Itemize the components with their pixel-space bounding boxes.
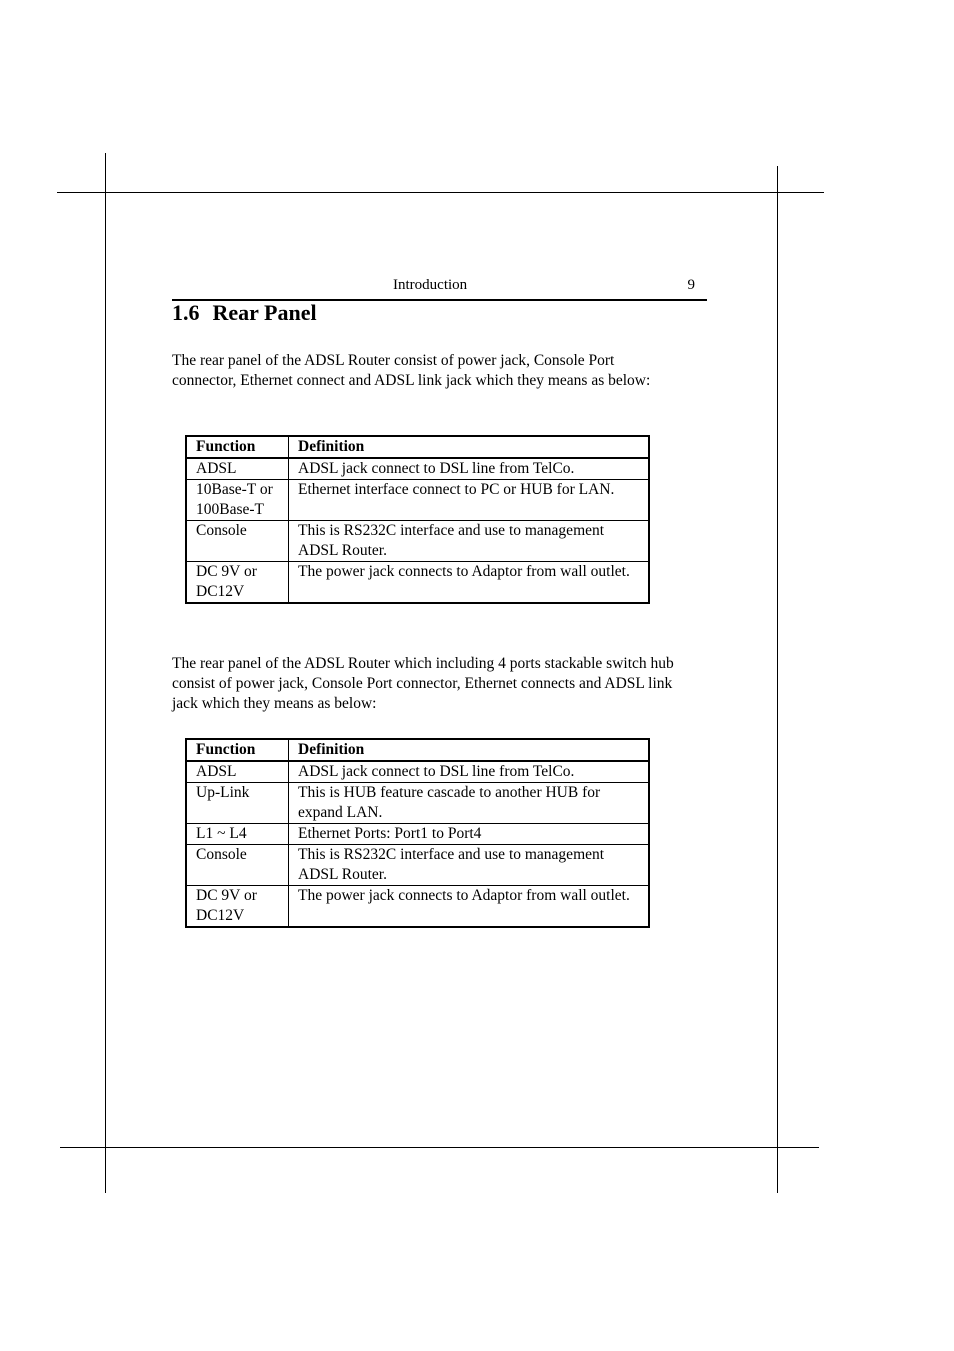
definition-cell: ADSL jack connect to DSL line from TelCo. [289,458,650,480]
intro-paragraph-1: The rear panel of the ADSL Router consist of power jack, Console Port connector, Ethernet connect and ADSL link jack which they means as below: [172,352,651,389]
section-heading [172,300,317,326]
definition-cell: This is RS232C interface and use to management ADSL Router. [289,521,650,562]
rear-panel-table-1 [185,435,650,604]
section-number: 1.6 [172,300,200,325]
table-row [186,480,649,521]
definition-cell: This is RS232C interface and use to management ADSL Router. [289,845,650,886]
table-header-row [186,436,649,458]
definition-cell: Ethernet Ports: Port1 to Port4 [289,824,650,845]
function-cell: Up-Link [186,783,289,824]
crop-mark-left [105,153,106,1193]
table-row [186,886,649,928]
table-row [186,824,649,845]
definition-cell: The power jack connects to Adaptor from wall outlet. [289,886,650,928]
crop-mark-right [777,166,778,1193]
section-title: Rear Panel [212,300,317,325]
header-section-title: Introduction [393,277,468,293]
definition-cell: This is HUB feature cascade to another HUB for expand LAN. [289,783,650,824]
column-header-function: Function [186,739,289,761]
table-row [186,761,649,783]
column-header-definition: Definition [289,739,650,761]
definition-cell: ADSL jack connect to DSL line from TelCo. [289,761,650,783]
table-row [186,845,649,886]
crop-mark-top [57,192,824,193]
function-cell: Console [186,845,289,886]
crop-mark-bottom [60,1147,819,1148]
function-cell: DC 9V or DC12V [186,886,289,928]
function-cell: L1 ~ L4 [186,824,289,845]
function-cell: ADSL [186,761,289,783]
table-header-row [186,739,649,761]
page-number: 9 [687,277,695,293]
function-cell: 10Base-T or 100Base-T [186,480,289,521]
function-cell: Console [186,521,289,562]
definition-cell: Ethernet interface connect to PC or HUB for LAN. [289,480,650,521]
function-cell: ADSL [186,458,289,480]
rear-panel-table-2 [185,738,650,928]
table-row [186,521,649,562]
column-header-function: Function [186,436,289,458]
definition-cell: The power jack connects to Adaptor from wall outlet. [289,562,650,604]
table-row [186,562,649,604]
column-header-definition: Definition [289,436,650,458]
function-cell: DC 9V or DC12V [186,562,289,604]
table-row [186,458,649,480]
running-header [172,276,707,301]
intro-paragraph-2: The rear panel of the ADSL Router which including 4 ports stackable switch hub consist of power jack, Console Port connector, Ethernet connects and ADSL link jack which they means as below: [172,655,674,712]
table-row [186,783,649,824]
